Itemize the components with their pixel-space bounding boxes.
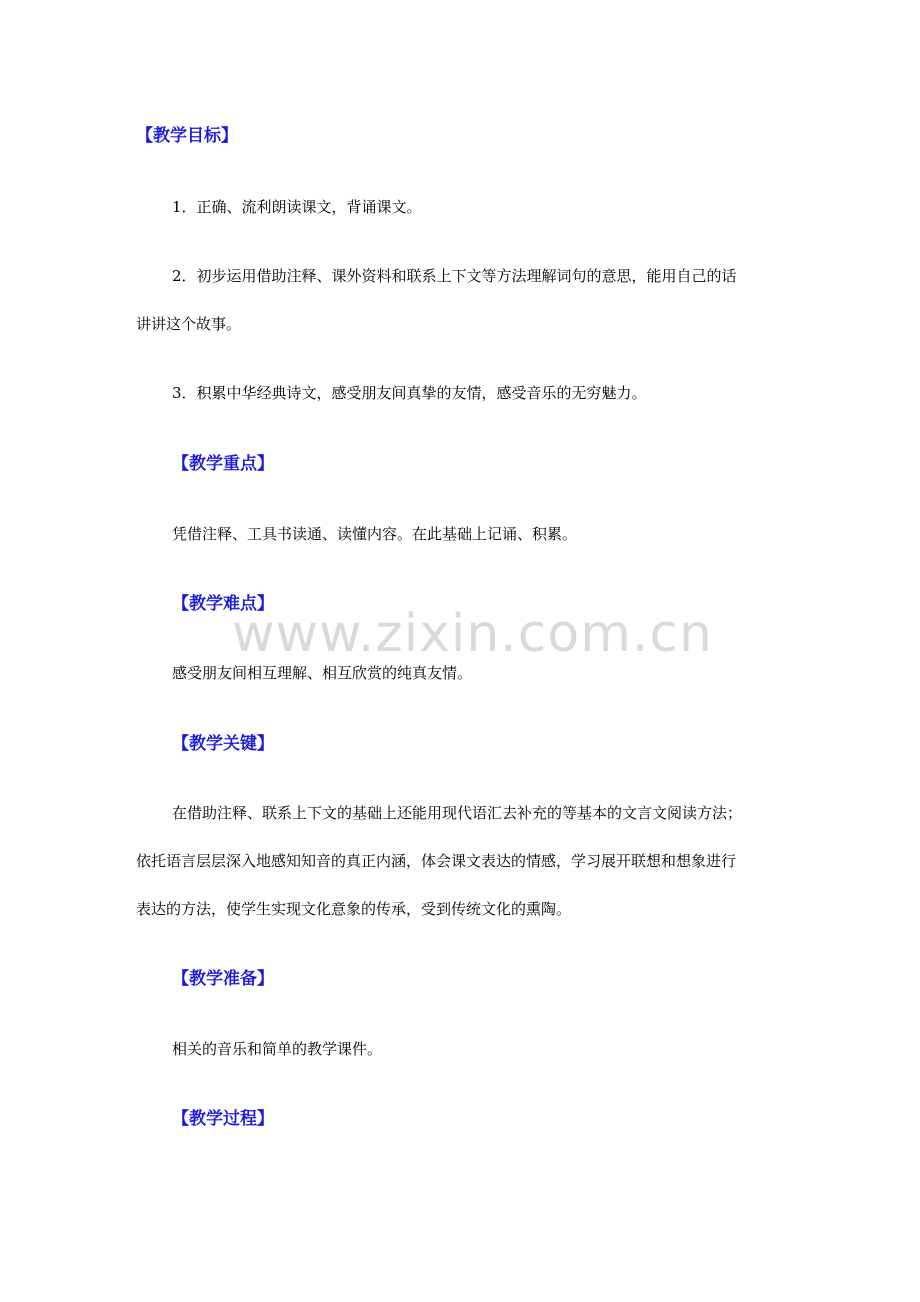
heading-preparation: 【教学准备】 xyxy=(172,969,274,989)
heading-key: 【教学关键】 xyxy=(172,734,274,754)
heading-difficulties: 【教学难点】 xyxy=(172,594,274,614)
watermark: www.zixin.com.cn xyxy=(232,604,713,664)
preparation-text: 相关的音乐和简单的教学课件。 xyxy=(172,1040,383,1058)
key-line-1: 在借助注释、联系上下文的基础上还能用现代语汇去补充的等基本的文言文阅读方法； xyxy=(172,804,743,822)
heading-objectives: 【教学目标】 xyxy=(136,126,238,146)
key-points-text: 凭借注释、工具书读通、读懂内容。在此基础上记诵、积累。 xyxy=(172,525,578,543)
heading-process: 【教学过程】 xyxy=(172,1109,274,1129)
objective-item-1: 1．正确、流利朗读课文，背诵课文。 xyxy=(172,198,422,216)
key-line-3: 表达的方法，使学生实现文化意象的传承，受到传统文化的熏陶。 xyxy=(136,900,572,918)
objective-item-2-cont: 讲讲这个故事。 xyxy=(136,315,242,333)
key-line-2: 依托语言层层深入地感知知音的真正内涵，体会课文表达的情感，学习展开联想和想象进行 xyxy=(136,852,737,870)
heading-key-points: 【教学重点】 xyxy=(172,454,274,474)
objective-item-3: 3．积累中华经典诗文，感受朋友间真挚的友情，感受音乐的无穷魅力。 xyxy=(172,384,647,402)
objective-item-2: 2．初步运用借助注释、课外资料和联系上下文等方法理解词句的意思，能用自己的话 xyxy=(172,267,737,285)
difficulties-text: 感受朋友间相互理解、相互欣赏的纯真友情。 xyxy=(172,664,473,682)
